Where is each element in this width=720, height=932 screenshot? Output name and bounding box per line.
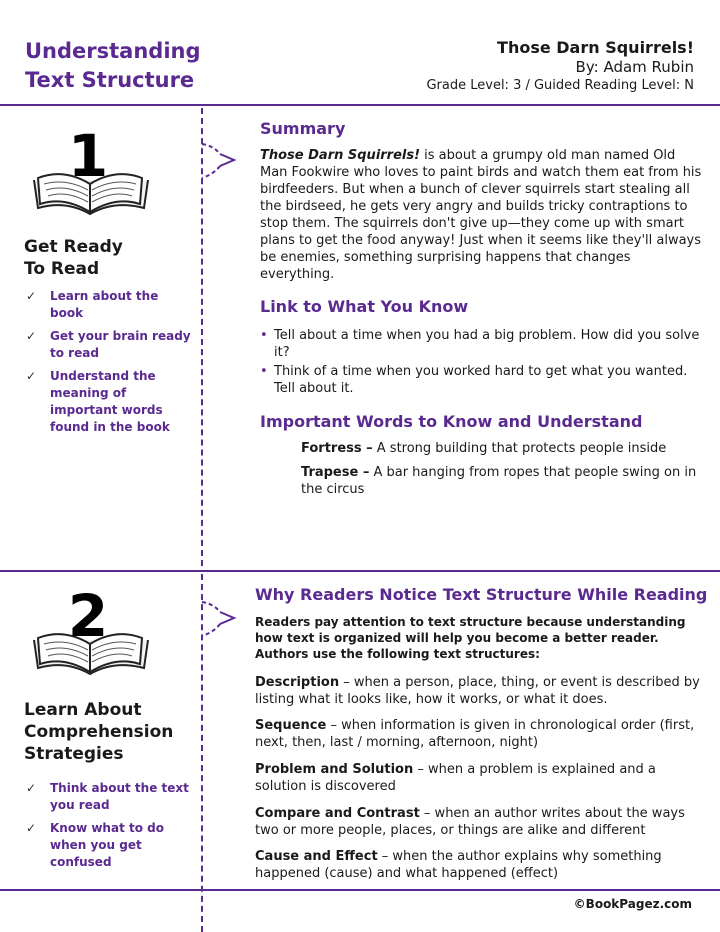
link-heading: Link to What You Know: [260, 297, 469, 316]
structure-item-compare-contrast: Compare and Contrast – when an author writes about the ways two or more people, places, or things are alike and different: [255, 806, 685, 838]
copyright-text: ©BookPagez.com: [573, 897, 692, 911]
list-item: • Tell about a time when you had a big problem. How did you solve it?: [260, 327, 700, 361]
open-book-icon: [28, 122, 154, 218]
step1-heading-line-2: To Read: [24, 259, 100, 279]
step-number: 1: [67, 122, 109, 190]
why-heading: Why Readers Notice Text Structure While Reading: [255, 585, 708, 604]
title-line-1: Understanding: [25, 39, 201, 63]
checklist-item: ✓ Learn about the book: [26, 289, 159, 320]
structure-item-description: Description – when a person, place, thing, or event is described by listing what it looks like, how it works, or what it does.: [255, 675, 700, 707]
grade-level: Grade Level: 3 / Guided Reading Level: N: [426, 78, 694, 93]
step2-heading-line-3: Strategies: [24, 744, 124, 764]
checklist-item: ✓ Think about the text you read: [26, 781, 189, 812]
top-divider-line: [0, 104, 720, 106]
checklist-item: ✓ Know what to do when you get confused: [26, 821, 164, 869]
title-line-2: Text Structure: [25, 68, 195, 92]
checkmark-icon: ✓: [26, 369, 37, 383]
checkmark-icon: ✓: [26, 781, 37, 795]
step-number: 2: [67, 582, 109, 650]
structure-item-sequence: Sequence – when information is given in chronological order (first, next, then, last / morning, afternoon, night): [255, 718, 695, 750]
step1-heading: [24, 236, 123, 280]
structure-item-cause-effect: Cause and Effect – when the author explains why something happened (cause) and what happened (effect): [255, 849, 662, 881]
checklist-item: ✓ Understand the meaning of important words found in the book: [26, 369, 170, 434]
summary-heading: Summary: [260, 119, 346, 138]
why-intro: Readers pay attention to text structure because understanding how text is organized will help you become a better reader. Authors use the following text structures:: [255, 615, 686, 661]
step1-checklist: [24, 288, 194, 442]
arrow-icon: [200, 598, 240, 640]
bottom-divider-line: [0, 889, 720, 891]
summary-book-title: Those Darn Squirrels!: [260, 148, 421, 163]
word-definition: Trapese – A bar hanging from ropes that people swing on in the circus: [301, 465, 697, 497]
words-heading: Important Words to Know and Understand: [260, 412, 643, 431]
book-title: Those Darn Squirrels!: [497, 38, 694, 57]
structure-item-problem-solution: Problem and Solution – when a problem is explained and a solution is discovered: [255, 762, 656, 794]
book-author: By: Adam Rubin: [575, 58, 694, 76]
step2-heading-line-2: Comprehension: [24, 722, 174, 742]
step1-heading-line-1: Get Ready: [24, 237, 123, 257]
summary-text: Those Darn Squirrels! is about a grumpy old man named Old Man Fookwire who loves to paint birds and watch them eat from his birdfeeders. But when a bunch of clever squirrels start stealing all the birdseed, he gets very angry and builds tricky contraptions to stop them. The squirrels don't give up—they come up with smart plans to get the food anyway! Just when it seems like they'll always be enemies, something surprising happens that changes everything.: [260, 148, 702, 282]
step2-checklist: [24, 780, 194, 877]
checkmark-icon: ✓: [26, 821, 37, 835]
checkmark-icon: ✓: [26, 289, 37, 303]
checkmark-icon: ✓: [26, 329, 37, 343]
word-definition: Fortress – A strong building that protects people inside: [301, 441, 667, 456]
arrow-icon: [200, 140, 240, 182]
list-item: • Think of a time when you worked hard to get what you wanted. Tell about it.: [260, 363, 700, 397]
step2-heading-line-1: Learn About: [24, 700, 142, 720]
open-book-icon: [28, 582, 154, 678]
step2-heading: [24, 699, 173, 765]
middle-divider-line: [0, 570, 720, 572]
checklist-item: ✓ Get your brain ready to read: [26, 329, 191, 360]
link-bullet-list: [260, 327, 700, 399]
document-title: [25, 37, 201, 95]
book-info: [426, 38, 694, 95]
